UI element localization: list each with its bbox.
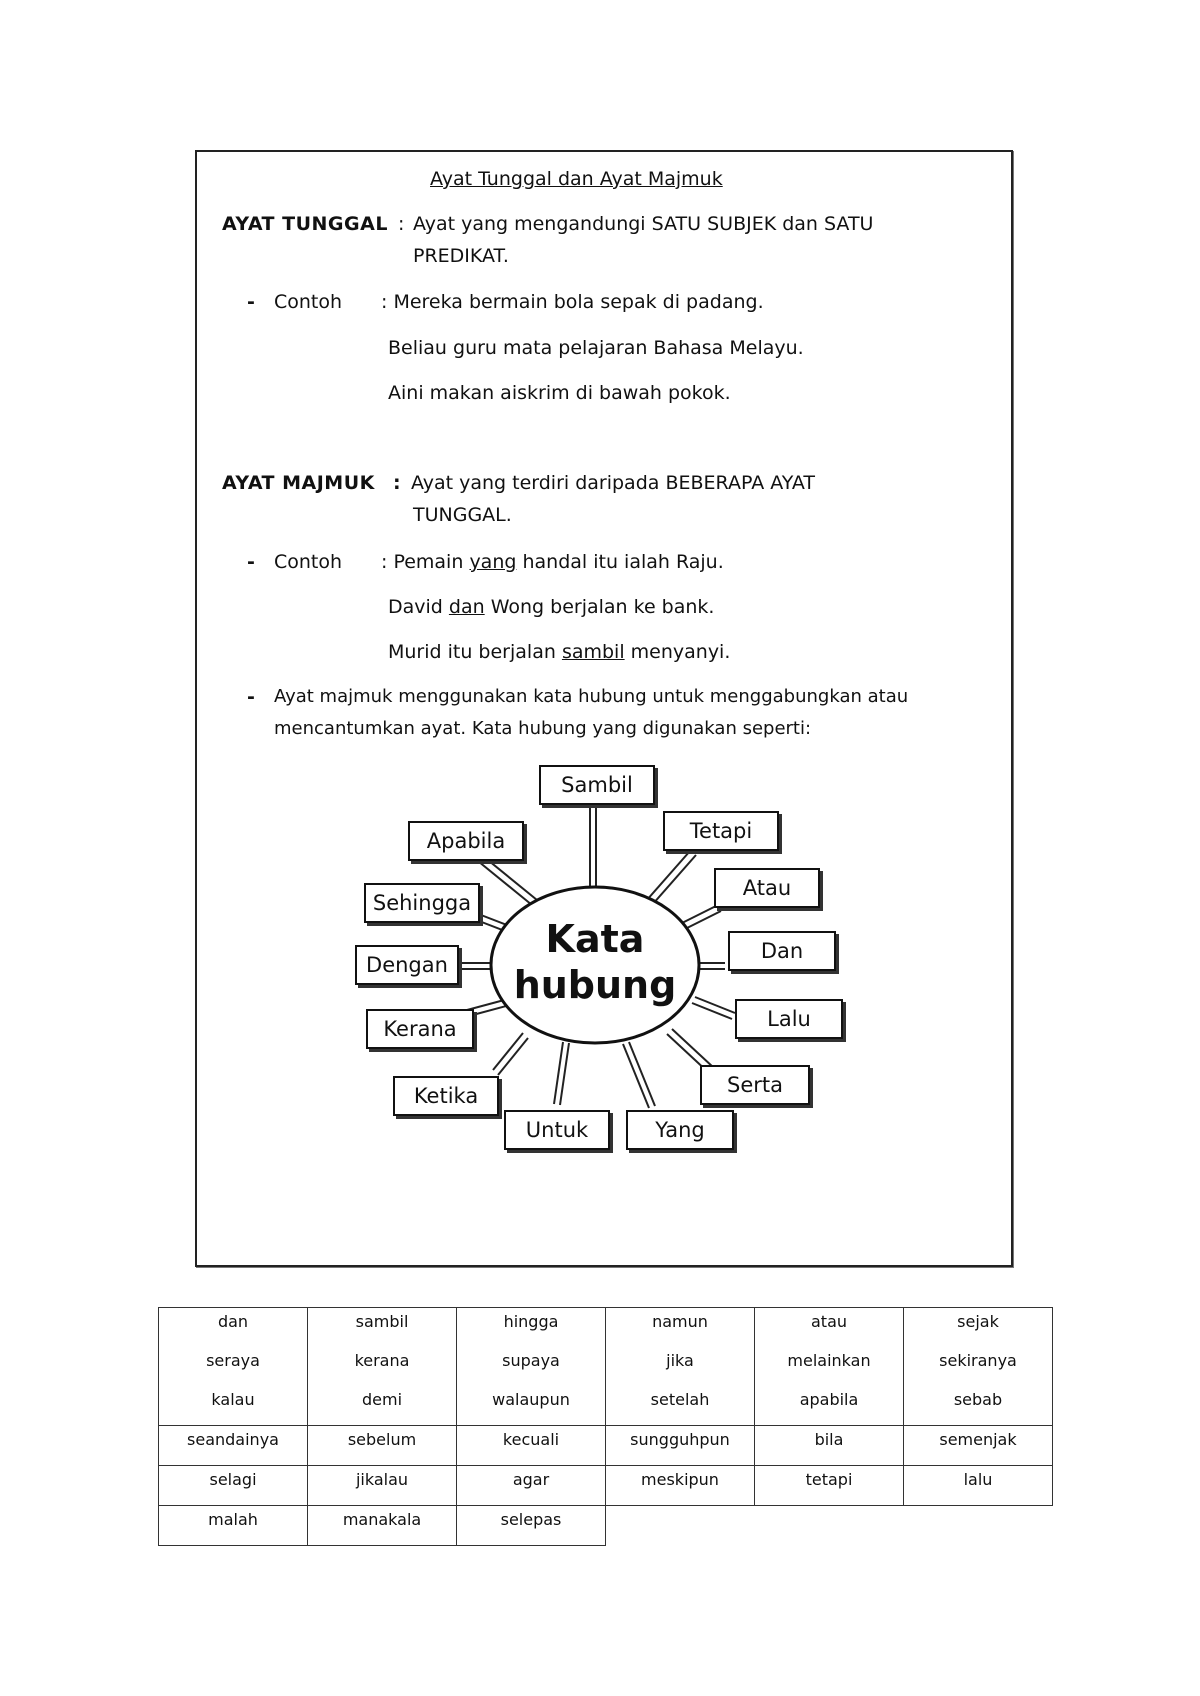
table-cell: semenjak: [904, 1426, 1053, 1466]
word-box-untuk: Untuk: [504, 1110, 610, 1150]
table-cell: selepas: [457, 1506, 606, 1546]
table-cell-empty: [606, 1506, 755, 1546]
word-box-ketika: Ketika: [393, 1076, 499, 1116]
tunggal-example-2: Beliau guru mata pelajaran Bahasa Melayu.: [388, 337, 804, 359]
table-cell: malah: [159, 1506, 308, 1546]
table-cell: sambil kerana demi: [308, 1308, 457, 1426]
table-cell-empty: [755, 1506, 904, 1546]
table-row: [159, 1426, 1053, 1466]
table-cell: jikalau: [308, 1466, 457, 1506]
tunggal-contoh-dash: -: [247, 291, 255, 313]
table-cell: sebelum: [308, 1426, 457, 1466]
table-cell: seandainya: [159, 1426, 308, 1466]
word-box-yang: Yang: [626, 1110, 734, 1150]
table-cell: dan seraya kalau: [159, 1308, 308, 1426]
table-cell: hingga supaya walaupun: [457, 1308, 606, 1426]
word-box-kerana: Kerana: [366, 1009, 474, 1049]
page-title: Ayat Tunggal dan Ayat Majmuk: [430, 168, 723, 190]
table-cell: selagi: [159, 1466, 308, 1506]
majmuk-sep: :: [393, 472, 401, 494]
table-cell: atau melainkan apabila: [755, 1308, 904, 1426]
tunggal-definition-line2: PREDIKAT.: [413, 245, 509, 267]
note-line-1: Ayat majmuk menggunakan kata hubung untuk menggabungkan atau: [274, 686, 909, 707]
note-line-2: mencantumkan ayat. Kata hubung yang digunakan seperti:: [274, 718, 812, 739]
tunggal-label: AYAT TUNGGAL: [222, 213, 388, 235]
tunggal-example-3: Aini makan aiskrim di bawah pokok.: [388, 382, 731, 404]
tunggal-example-1: : Mereka bermain bola sepak di padang.: [381, 291, 764, 313]
table-cell: meskipun: [606, 1466, 755, 1506]
table-cell: manakala: [308, 1506, 457, 1546]
majmuk-definition-line1: Ayat yang terdiri daripada BEBERAPA AYAT: [411, 472, 816, 494]
table-row: [159, 1506, 1053, 1546]
majmuk-example-2: David dan Wong berjalan ke bank.: [388, 596, 715, 618]
center-label: Kata hubung: [513, 917, 677, 1007]
word-box-sehingga: Sehingga: [364, 883, 480, 923]
majmuk-example-3: Murid itu berjalan sambil menyanyi.: [388, 641, 731, 663]
table-cell: bila: [755, 1426, 904, 1466]
majmuk-contoh-dash: -: [247, 551, 255, 573]
table-cell: kecuali: [457, 1426, 606, 1466]
table-cell: tetapi: [755, 1466, 904, 1506]
majmuk-contoh-label: Contoh: [274, 551, 343, 573]
table-cell: lalu: [904, 1466, 1053, 1506]
tunggal-sep: :: [398, 213, 405, 235]
table-cell: namun jika setelah: [606, 1308, 755, 1426]
tunggal-contoh-label: Contoh: [274, 291, 343, 313]
word-box-dan: Dan: [728, 931, 836, 971]
kata-hubung-diagram: [350, 765, 850, 1170]
table-row: [159, 1308, 1053, 1426]
majmuk-example-1: : Pemain yang handal itu ialah Raju.: [381, 551, 724, 573]
tunggal-definition-line1: Ayat yang mengandungi SATU SUBJEK dan SATU: [413, 213, 874, 235]
word-box-atau: Atau: [714, 868, 820, 908]
table-cell: sejak sekiranya sebab: [904, 1308, 1053, 1426]
kata-hubung-table: [158, 1307, 1053, 1546]
majmuk-definition-line2: TUNGGAL.: [413, 504, 512, 526]
table-cell: agar: [457, 1466, 606, 1506]
table-cell: sungguhpun: [606, 1426, 755, 1466]
word-box-dengan: Dengan: [355, 945, 459, 985]
table-row: [159, 1466, 1053, 1506]
word-box-serta: Serta: [700, 1065, 810, 1105]
word-box-sambil: Sambil: [539, 765, 655, 805]
note-dash: -: [247, 686, 255, 708]
word-box-apabila: Apabila: [408, 821, 524, 861]
table-cell-empty: [904, 1506, 1053, 1546]
word-box-tetapi: Tetapi: [663, 811, 779, 851]
word-box-lalu: Lalu: [735, 999, 843, 1039]
majmuk-label: AYAT MAJMUK: [222, 472, 375, 494]
